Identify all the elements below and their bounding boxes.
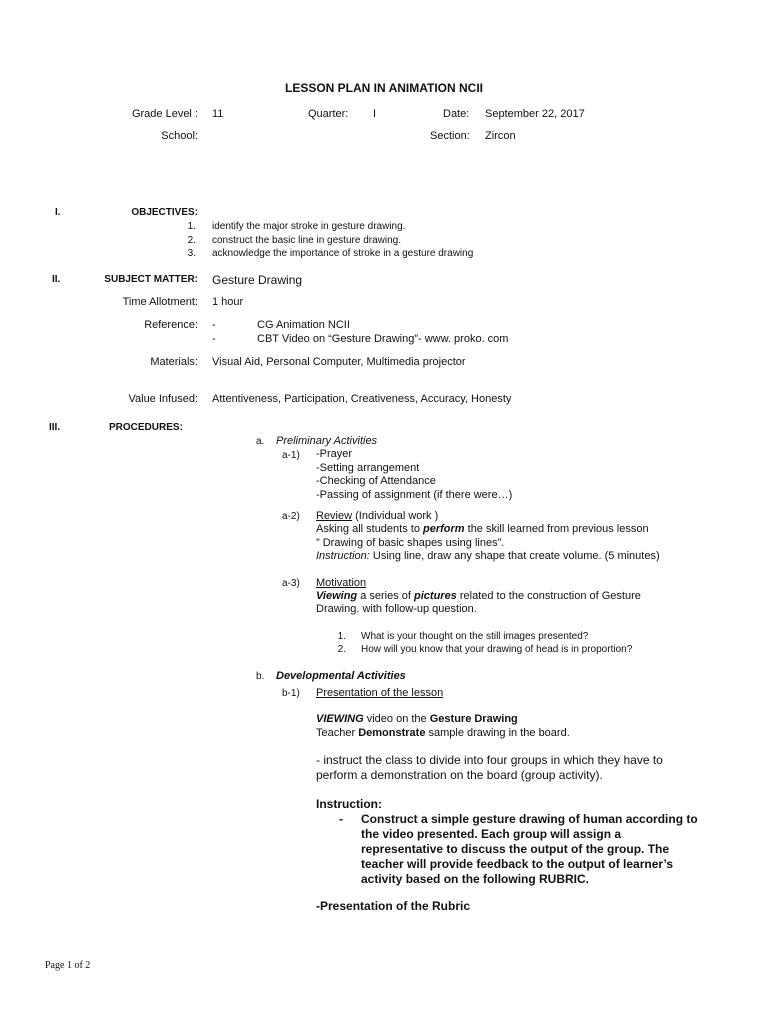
list-item-number: 1. — [187, 221, 196, 232]
list-item: acknowledge the importance of stroke in a gesture drawing — [212, 248, 474, 259]
list-item: -Setting arrangement — [316, 462, 420, 474]
value-infused-value: Attentiveness, Participation, Creativeness, Accuracy, Honesty — [212, 393, 512, 405]
instruction-heading: Instruction: — [316, 797, 382, 811]
review-instruction-em: Instruction: — [316, 550, 370, 562]
developmental-letter: b. — [256, 671, 265, 682]
reference-label: Reference: — [144, 319, 198, 331]
materials-value: Visual Aid, Personal Computer, Multimedia projector — [212, 356, 466, 368]
presentation-title: Presentation of the lesson — [316, 687, 444, 699]
time-allotment-value: 1 hour — [212, 296, 244, 308]
review-text — [316, 523, 649, 535]
subject-matter-numeral: II. — [52, 274, 61, 285]
a3-label: a-3) — [282, 578, 300, 589]
presentation-post: sample drawing in the board. — [425, 727, 570, 739]
presentation-mid: video on the — [363, 713, 430, 725]
date-value: September 22, 2017 — [485, 108, 585, 120]
list-item-number: 1. — [337, 631, 346, 642]
motivation-text — [316, 590, 641, 602]
presentation-text — [316, 713, 518, 725]
motivation-em: Viewing — [316, 590, 358, 602]
quarter-label: Quarter: — [308, 108, 349, 120]
reference-dash: - — [212, 319, 216, 331]
rubric-line: -Presentation of the Rubric — [316, 899, 471, 913]
review-text-pre: Asking all students to — [316, 523, 424, 535]
presentation-bold: Demonstrate — [358, 727, 426, 739]
instruction-text: the video presented. Each group will assign a — [361, 827, 622, 841]
value-infused-label: Value Infused: — [128, 393, 198, 405]
list-item: construct the basic line in gesture drawing. — [212, 235, 401, 246]
b1-label: b-1) — [282, 688, 300, 699]
a2-label: a-2) — [282, 511, 300, 522]
instruction-dash: - — [339, 812, 343, 826]
page-number: Page 1 of 2 — [45, 960, 91, 971]
procedures-heading: PROCEDURES: — [109, 422, 183, 433]
presentation-bold: Gesture Drawing — [429, 713, 518, 725]
objectives-numeral: I. — [55, 207, 61, 218]
review-title-rest: (Individual work ) — [352, 510, 439, 522]
developmental-title: Developmental Activities — [276, 670, 406, 682]
school-label: School: — [161, 130, 198, 142]
reference-dash: - — [212, 333, 216, 345]
grade-level-value: 11 — [212, 108, 224, 120]
review-title: Review — [316, 510, 353, 522]
preliminary-letter: a. — [256, 436, 265, 447]
list-item-number: 2. — [337, 644, 346, 655]
presentation-text — [316, 727, 570, 739]
list-item: identify the major stroke in gesture drawing. — [212, 221, 406, 232]
preliminary-title: Preliminary Activities — [276, 435, 378, 447]
review-instruction-text: Using line, draw any shape that create volume. (5 minutes) — [369, 550, 660, 562]
list-item: -Prayer — [316, 448, 353, 460]
instruction-text: Construct a simple gesture drawing of human according to — [361, 812, 698, 826]
review-text: ” Drawing of basic shapes using lines”. — [316, 537, 505, 549]
presentation-em: VIEWING — [316, 713, 364, 725]
instruction-text: teacher will provide feedback to the output of learner’s — [361, 857, 674, 871]
list-item: What is your thought on the still images presented? — [361, 631, 589, 642]
page-title: LESSON PLAN IN ANIMATION NCII — [285, 81, 483, 95]
instruction-text: activity based on the following RUBRIC. — [361, 872, 590, 886]
reference-item: CBT Video on “Gesture Drawing”- www. proko. com — [257, 333, 509, 345]
motivation-em: pictures — [414, 590, 457, 602]
section-label: Section: — [430, 130, 470, 142]
review-instruction — [316, 550, 660, 562]
time-allotment-label: Time Allotment: — [122, 296, 198, 308]
materials-label: Materials: — [150, 356, 198, 368]
objectives-heading: OBJECTIVES: — [131, 207, 198, 218]
motivation-mid: a series of — [357, 590, 415, 602]
motivation-post: related to the construction of Gesture — [456, 590, 641, 602]
list-item-number: 3. — [187, 248, 196, 259]
presentation-pre: Teacher — [316, 727, 359, 739]
section-value: Zircon — [485, 130, 516, 142]
list-item: -Checking of Attendance — [316, 475, 436, 487]
procedures-numeral: III. — [49, 422, 61, 433]
reference-item: CG Animation NCII — [257, 319, 350, 331]
group-activity-text: perform a demonstration on the board (group activity). — [316, 768, 603, 782]
instruction-text: representative to discuss the output of the group. The — [361, 842, 670, 856]
grade-level-label: Grade Level : — [131, 108, 198, 120]
motivation-title: Motivation — [316, 577, 367, 589]
group-activity-text: - instruct the class to divide into four groups in which they have to — [316, 753, 663, 767]
date-label: Date: — [443, 108, 470, 120]
subject-matter-heading: SUBJECT MATTER: — [104, 274, 198, 285]
list-item: How will you know that your drawing of head is in proportion? — [361, 644, 633, 655]
list-item: -Passing of assignment (if there were…) — [316, 489, 513, 501]
review-text-post: the skill learned from previous lesson — [464, 523, 649, 535]
motivation-text: Drawing. with follow-up question. — [316, 603, 477, 615]
list-item-number: 2. — [187, 235, 196, 246]
review-text-em: perform — [423, 523, 465, 535]
review-line — [316, 510, 438, 522]
a1-label: a-1) — [282, 450, 300, 461]
subject-matter-value: Gesture Drawing — [212, 273, 303, 287]
quarter-value: I — [373, 108, 377, 120]
